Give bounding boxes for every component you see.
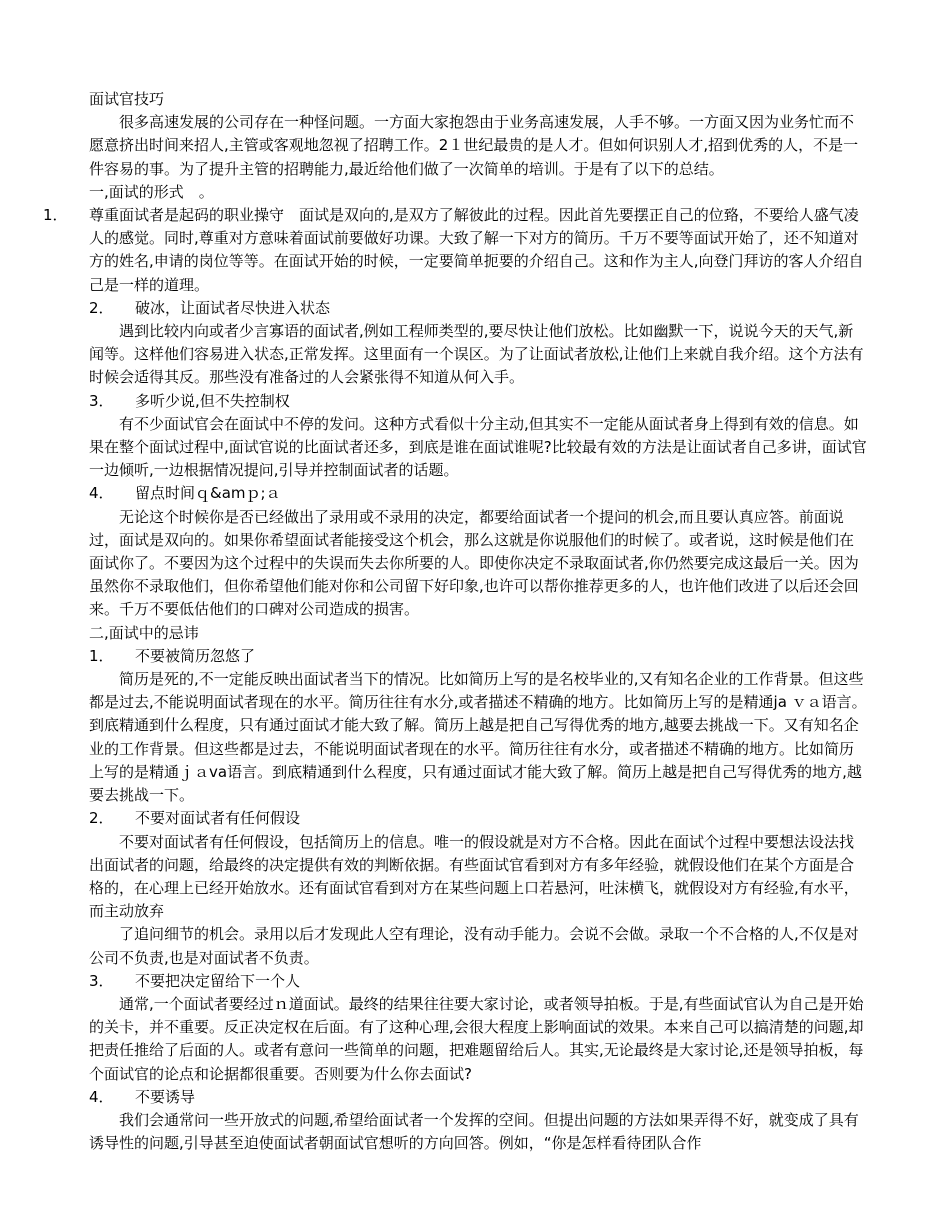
list-item-leading	[89, 1086, 867, 1109]
list-item-text: 多听少说,但不失控制权	[135, 391, 290, 410]
list-item-text: 不要对面试者有任何假设	[135, 809, 301, 828]
list-number: 3．	[89, 971, 114, 990]
list-number: 1．	[43, 206, 68, 225]
list-number: 4．	[89, 484, 114, 503]
paragraph-leading: 我们会通常问一些开放式的问题,希望给面试者一个发挥的空间。但提出问题的方法如果弄得不好，就变成了具有诱导性的问题,引导甚至迫使面试者朝面试官想听的方向回答。例如，“你是怎样看待团队合作	[89, 1110, 859, 1153]
paragraph-icebreak: 遇到比较内向或者少言寡语的面试者,例如工程师类型的,要尽快让他们放松。比如幽默一下，说说今天的天气,新闻等。这样他们容易进入状态,正常发挥。这里面有一个误区。为了让面试者放松,让他们上来就自我介绍。这个方法有时候会适得其反。那些没有准备过的人会紧张得不知道从何入手。	[89, 322, 864, 387]
section-heading-form: 一,面试的形式 。	[89, 182, 214, 201]
paragraph-listen: 有不少面试官会在面试中不停的发问。这种方式看似十分主动,但其实不一定能从面试者身上得到有效的信息。如果在整个面试过程中,面试官说的比面试者还多，到底是谁在面试谁呢?比较最有效的方法是让面试者自己多讲，面试官一边倾听,一边根据情况提问,引导并控制面试者的话题。	[89, 414, 867, 480]
list-item-icebreak	[89, 297, 867, 320]
list-item-text: 破冰，让面试者尽快进入状态	[135, 298, 331, 317]
document-title: 面试官技巧	[89, 90, 165, 108]
section-heading-taboos: 二,面试中的忌讳	[89, 623, 199, 642]
list-item-text: 不要把决定留给下一个人	[135, 971, 301, 990]
list-item-respect	[43, 204, 867, 297]
list-number: 1．	[89, 646, 114, 665]
list-number: 2．	[89, 809, 114, 828]
list-item-next-person	[89, 970, 867, 993]
paragraph-next-person: 通常,一个面试者要经过ｎ道面试。最终的结果往往要大家讨论，或者领导拍板。于是,有些面试官认为自己是开始的关卡，并不重要。反正决定权在后面。有了这种心理,会很大程度上影响面试的效果。本来自己可以搞清楚的问题,却把责任推给了后面的人。或者有意问一些简单的问题，把难题留给后人。其实,无论最终是大家讨论,还是领导拍板，每个面试官的论点和论据都很重要。否则要为什么你去面试?	[89, 994, 864, 1083]
list-item-text: 不要被简历忽悠了	[135, 646, 256, 665]
list-item-text: 留点时间ｑ&amｐ;ａ	[135, 484, 281, 503]
paragraph-intro: 很多高速发展的公司存在一种怪问题。一方面大家抱怨由于业务高速发展，人手不够。一方面又因为业务忙而不愿意挤出时间来招人,主管或客观地忽视了招聘工作。2１世纪最贵的是人才。但如何识别人才,招到优秀的人，不是一件容易的事。为了提升主管的招聘能力,最近给他们做了一次简单的培训。于是有了以下的总结。	[89, 113, 859, 178]
list-item-assumption	[89, 807, 867, 830]
list-item-text: 尊重面试者是起码的职业操守 面试是双向的,是双方了解彼此的过程。因此首先要摆正自己的位臵，不要给人盛气凌人的感觉。同时,尊重对方意味着面试前要做好功课。大致了解一下对方的简历。千万不要等面试开始了，还不知道对方的姓名,申请的岗位等等。在面试开始的时候，一定要简单扼要的介绍自己。这和作为主人,向登门拜访的客人介绍自己是一样的道理。	[89, 206, 864, 294]
paragraph-resume: 简历是死的,不一定能反映出面试者当下的情况。比如简历上写的是名校毕业的,又有知名企业的工作背景。但这些都是过去,不能说明面试者现在的水平。简历往往有水分,或者描述不精确的地方。比如简历上写的是精通ja ｖａ语言。到底精通到什么程度，只有通过面试才能大致了解。简历上越是把自己写得优秀的地方,越要去挑战一下。又有知名企业的工作背景。但这些都是过去，不能说明面试者现在的水平。简历往往有水分，或者描述不精确的地方。比如简历上写的是精通ｊａva语言。到底精通到什么程度，只有通过面试才能大致了解。简历上越是把自己写得优秀的地方,越要去挑战一下。	[89, 670, 867, 805]
list-item-resume	[89, 645, 867, 668]
paragraph-assumption-cont: 了追问细节的机会。录用以后才发现此人空有理论，没有动手能力。会说不会做。录取一个不合格的人,不仅是对公司不负责,也是对面试者不负责。	[89, 925, 859, 967]
list-number: 3．	[89, 391, 114, 410]
list-item-qa	[89, 482, 867, 505]
list-item-listen	[89, 390, 867, 413]
paragraph-assumption: 不要对面试者有任何假设，包括简历上的信息。唯一的假设就是对方不合格。因此在面试个过程中要想法设法找出面试者的问题，给最终的决定提供有效的判断依据。有些面试官看到对方有多年经验，就假设他们在某个方面是合格的，在心理上已经开始放水。还有面试官看到对方在某些问题上口若悬河，吐沫横飞，就假设对方有经验,有水平，而主动放弃	[89, 832, 859, 921]
list-item-text: 不要诱导	[135, 1087, 196, 1106]
list-number: 2．	[89, 298, 114, 317]
paragraph-qa: 无论这个时候你是否已经做出了录用或不录用的决定，都要给面试者一个提问的机会,而且要认真应答。前面说过，面试是双向的。如果你希望面试者能接受这个机会，那么这就是你说服他们的时候了。或者说，这时候是他们在面试你了。不要因为这个过程中的失误而失去你所要的人。即使你决定不录取面试者,你仍然要完成这最后一关。因为虽然你不录取他们，但你希望他们能对你和公司留下好印象,也许可以帮你推荐更多的人，也许他们改进了以后还会回来。千万不要低估他们的口碑对公司造成的损害。	[89, 507, 859, 619]
list-number: 4．	[89, 1087, 114, 1106]
document-page	[43, 88, 867, 1155]
